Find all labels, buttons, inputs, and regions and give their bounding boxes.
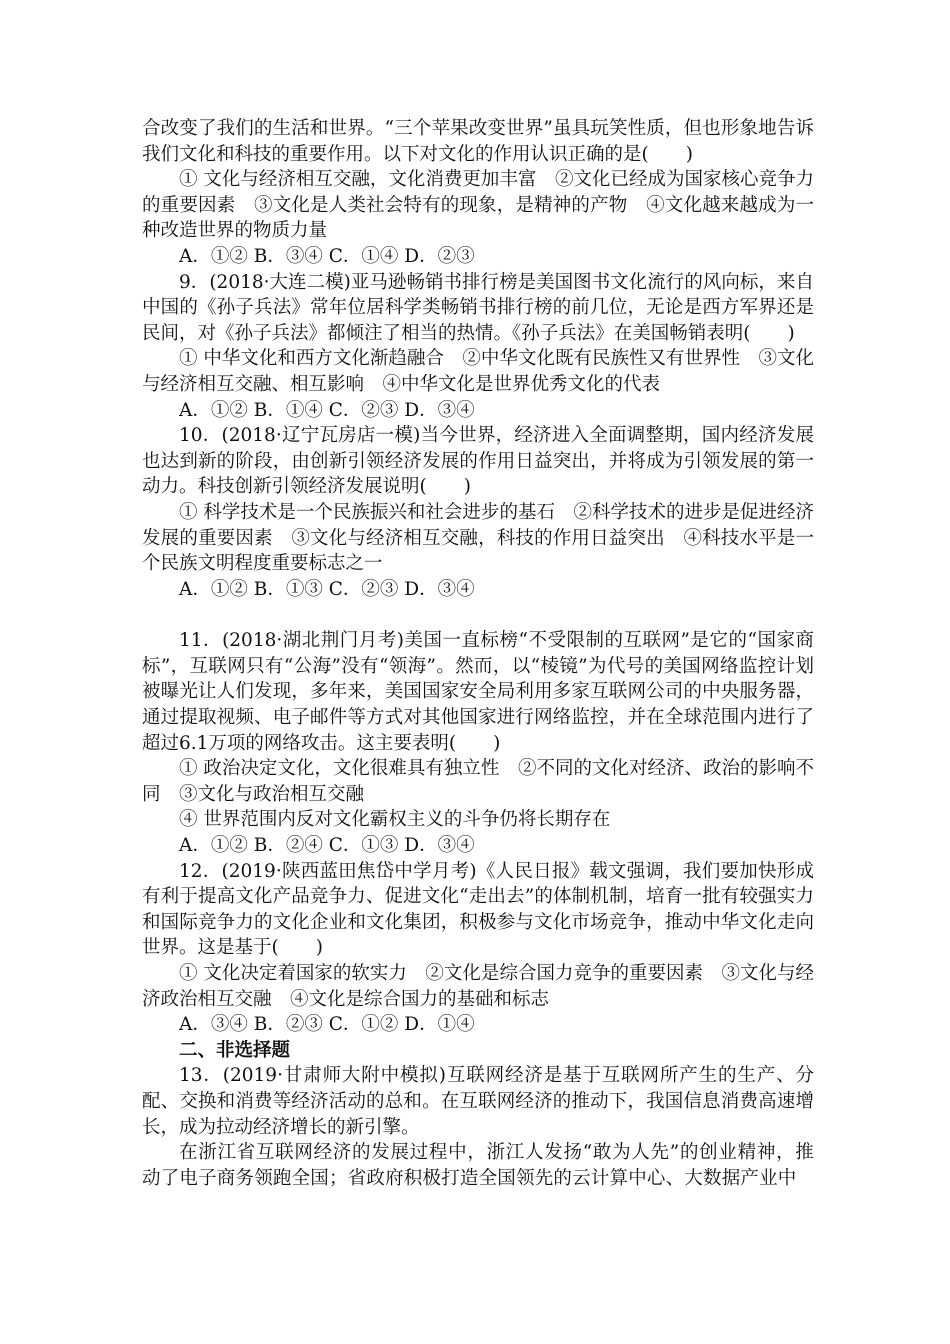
- q12-items: ① 文化决定着国家的软实力 ②文化是综合国力竞争的重要因素 ③文化与经济政治相互交融 ④文化是综合国力的基础和标志: [142, 963, 814, 1010]
- q13-stem: 互联网经济是基于互联网所产生的生产、分配、交换和消费等经济活动的总和。在互联网经济的推动下，我国信息消费高速增长，成为拉动经济增长的新引擎。: [142, 1065, 814, 1138]
- q8-items: ① 文化与经济相互交融，文化消费更加丰富 ②文化已经成为国家核心竞争力的重要因素 ③文化是人类社会特有的现象，是精神的产物 ④文化越来越成为一种改造世界的物质力量: [142, 169, 814, 242]
- section-heading: 二、非选择题: [179, 1039, 291, 1061]
- q9-source: (2018·大连二模): [209, 271, 351, 293]
- q11-source: (2018·湖北荆门月考): [222, 630, 404, 652]
- q12-number: 12．: [179, 860, 222, 882]
- q10-source: (2018·辽宁瓦房店一模): [221, 425, 421, 447]
- q10-question: [142, 423, 814, 500]
- q11-number: 11．: [179, 630, 223, 652]
- q12-stem: 《人民日报》载文强调，我们要加快形成有利于提高文化产品竞争力、促进文化“走出去”的体制机制，培育一批有较强实力和国际竞争力的文化企业和文化集团，积极参与文化市场竞争，推动中华文化走向世界。这是基于( ): [142, 860, 814, 959]
- q10-items: ① 科学技术是一个民族振兴和社会进步的基石 ②科学技术的进步是促进经济发展的重要因素 ③文化与经济相互交融，科技的作用日益突出 ④科技水平是一个民族文明程度重要标志之一: [142, 501, 814, 575]
- q13-question: [142, 1063, 814, 1140]
- q12-question: [142, 859, 814, 961]
- q10-number: 10．: [179, 425, 222, 447]
- q11-items-2: ④ 世界范围内反对文化霸权主义的斗争仍将长期存在: [179, 809, 611, 831]
- q13-material: 在浙江省互联网经济的发展过程中，浙江人发扬“敢为人先”的创业精神，推动了电子商务领跑全国；省政府积极打造全国领先的云计算中心、大数据产业中: [142, 1142, 814, 1189]
- q12-options: A．③④ B．②③ C．①② D．①④: [179, 1014, 475, 1036]
- document-page: [142, 116, 814, 1191]
- q11-question: [142, 628, 814, 756]
- q9-stem: 亚马逊畅销书排行榜是美国图书文化流行的风向标，来自中国的《孙子兵法》常年位居科学类畅销书排行榜的前几位，无论是西方军界还是民间，对《孙子兵法》都倾注了相当的热情。《孙子兵法》在美国畅销表明( ): [142, 271, 814, 344]
- q9-items: ① 中华文化和西方文化渐趋融合 ②中华文化既有民族性又有世界性 ③文化与经济相互交融、相互影响 ④中华文化是世界优秀文化的代表: [142, 348, 814, 395]
- q13-number: 13．: [179, 1065, 223, 1087]
- q9-question: [142, 270, 814, 347]
- q9-number: 9．: [179, 271, 210, 293]
- q10-options: A．①② B．①③ C．②③ D．③④: [179, 578, 475, 600]
- q10-stem: 当今世界，经济进入全面调整期，国内经济发展也达到新的阶段，由创新引领经济发展的作用日益突出，并将成为引领发展的第一动力。科技创新引领经济发展说明( ): [142, 425, 814, 498]
- q8-stem-continuation: 合改变了我们的生活和世界。“三个苹果改变世界”虽具玩笑性质，但也形象地告诉我们文化和科技的重要作用。以下对文化的作用认识正确的是( ): [142, 118, 814, 165]
- blank-line: [142, 602, 814, 628]
- q11-items: ① 政治决定文化，文化很难具有独立性 ②不同的文化对经济、政治的影响不同 ③文化与政治相互交融: [142, 758, 814, 805]
- q9-options: A．①② B．①④ C．②③ D．③④: [179, 399, 475, 421]
- q12-source: (2019·陕西蓝田焦岱中学月考): [221, 860, 477, 882]
- q13-source: (2019·甘肃师大附中模拟): [222, 1065, 446, 1087]
- q11-options: A．①② B．②④ C．①③ D．③④: [179, 835, 475, 857]
- q11-stem: 美国一直标榜“不受限制的互联网”是它的“国家商标”，互联网只有“公海”没有“领海”。然而，以“棱镜”为代号的美国网络监控计划被曝光让人们发现，多年来，美国国家安全局利用多家互联网公司的中央服务器，通过提取视频、电子邮件等方式对其他国家进行网络监控，并在全球范围内进行了超过6.1万项的网络攻击。这主要表明( ): [142, 630, 814, 754]
- q8-options: A．①② B．③④ C．①④ D．②③: [179, 245, 475, 267]
